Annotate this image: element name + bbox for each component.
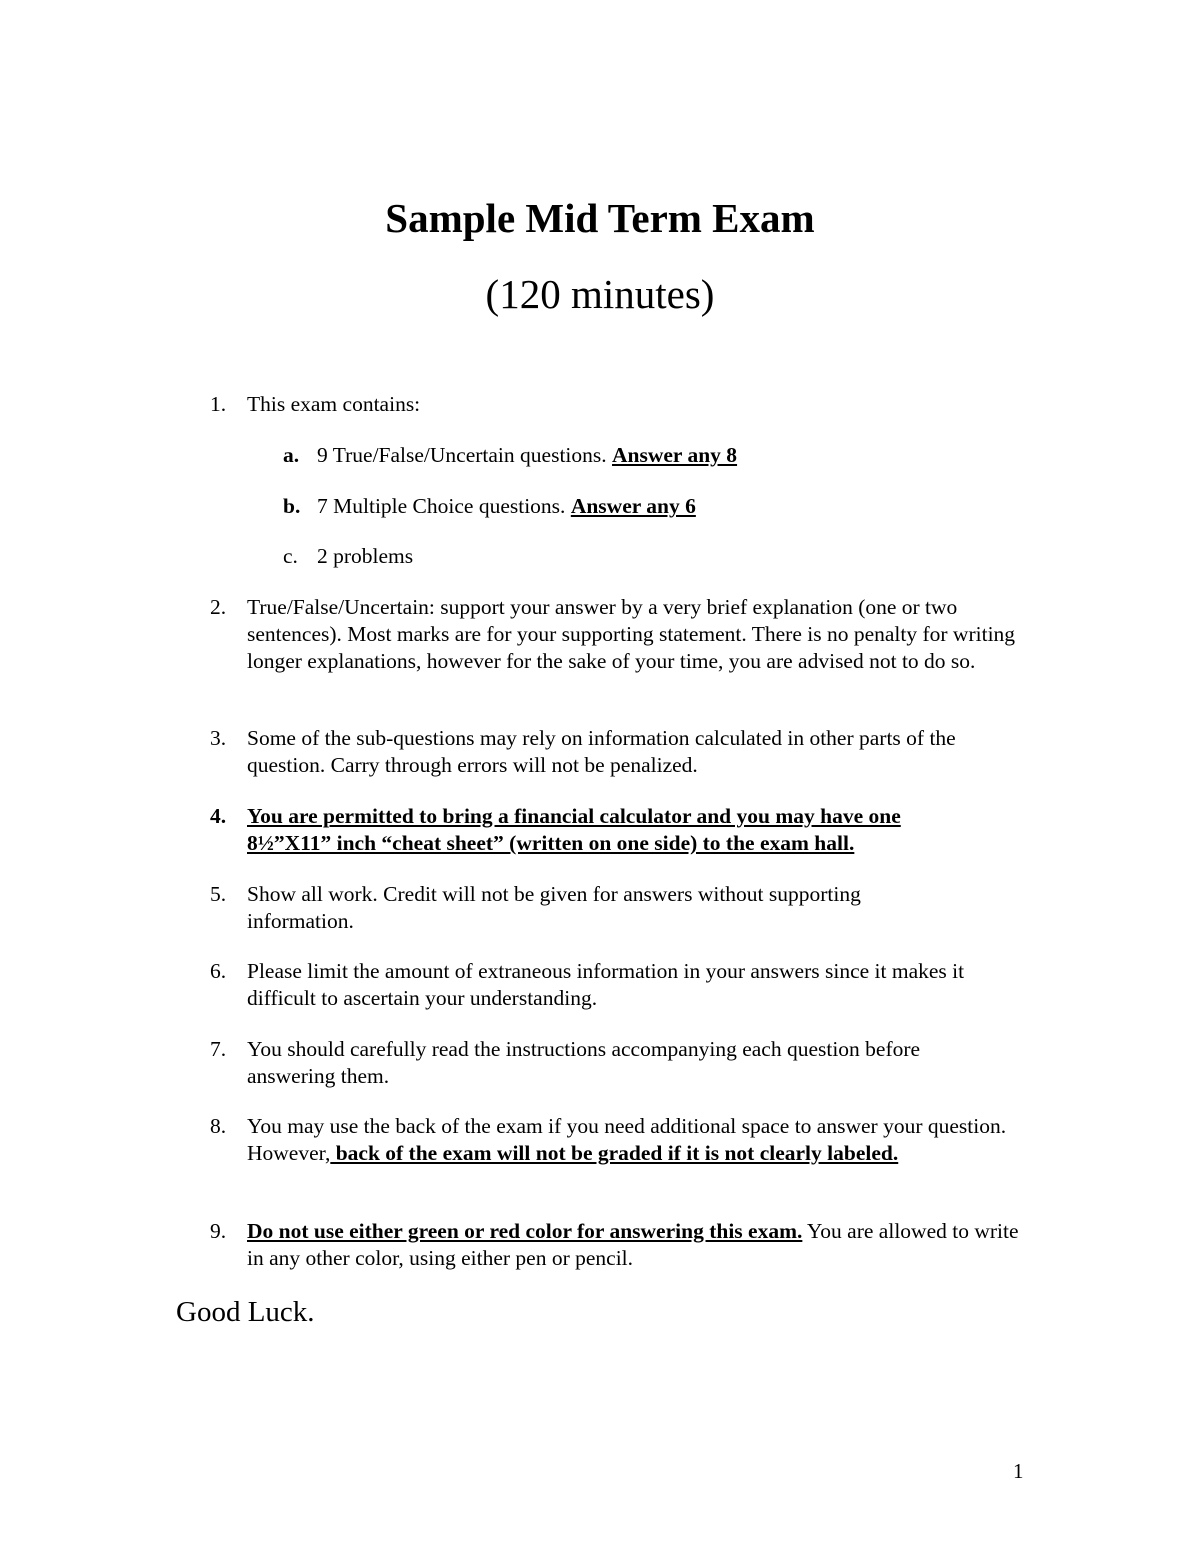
exam-duration: (120 minutes) <box>485 271 715 317</box>
contents-description: 2 problems <box>317 544 414 568</box>
closing-text: Good Luck. <box>176 1296 315 1328</box>
instruction-emphasis: back of the exam will not be graded if it is not clearly labeled. <box>330 1141 899 1165</box>
instruction-text: Show all work. Credit will not be given for answers without supporting information. <box>247 882 861 933</box>
instruction-number: 3. <box>210 726 227 750</box>
instruction-number: 9. <box>210 1219 227 1243</box>
instruction-text <box>247 1113 1007 1167</box>
instruction-number: 1. <box>210 392 227 416</box>
contents-description: 9 True/False/Uncertain questions. <box>317 443 613 467</box>
contents-text <box>317 442 1117 469</box>
instruction-number: 6. <box>210 959 227 983</box>
contents-letter: c. <box>283 544 298 568</box>
instruction-text: Please limit the amount of extraneous information in your answers since it makes it difficult to ascertain your understanding. <box>247 959 965 1010</box>
instruction-plain-text: You may use the back of the exam if you need additional space to answer your question. However, <box>247 1114 1007 1165</box>
instruction-number: 8. <box>210 1114 227 1138</box>
contents-emphasis: Answer any 8 <box>612 443 738 467</box>
page-number: 1 <box>1013 1459 1024 1483</box>
instruction-number: 4. <box>210 804 227 828</box>
instruction-plain-text: You are allowed to write in any other color, using either pen or pencil. <box>247 1219 1019 1270</box>
instruction-text: This exam contains: <box>247 392 421 416</box>
exam-title: Sample Mid Term Exam <box>385 195 815 241</box>
instruction-text: Some of the sub-questions may rely on information calculated in other parts of the question. Carry through errors will not be penalized. <box>247 726 956 777</box>
contents-description: 7 Multiple Choice questions. <box>317 494 571 518</box>
instruction-number: 5. <box>210 882 227 906</box>
contents-emphasis: Answer any 6 <box>570 494 696 518</box>
instruction-text: You should carefully read the instructions accompanying each question before answering them. <box>247 1037 921 1088</box>
contents-text <box>317 493 1117 520</box>
instruction-number: 2. <box>210 595 227 619</box>
instruction-text <box>247 1218 1032 1272</box>
instruction-text: True/False/Uncertain: support your answer by a very brief explanation (one or two sentences). Most marks are for your supporting statement. There is no penalty for writing longer explanations, however for the sake of your time, you are advised not to do so. <box>247 595 1016 673</box>
instruction-emphasis: Do not use either green or red color for answering this exam. <box>247 1219 803 1243</box>
instruction-text: You are permitted to bring a financial calculator and you may have one 8½”X11” inch “cheat sheet” (written on one side) to the exam hall. <box>247 804 901 855</box>
contents-letter: a. <box>283 443 300 467</box>
instruction-number: 7. <box>210 1037 227 1061</box>
contents-letter: b. <box>283 494 301 518</box>
